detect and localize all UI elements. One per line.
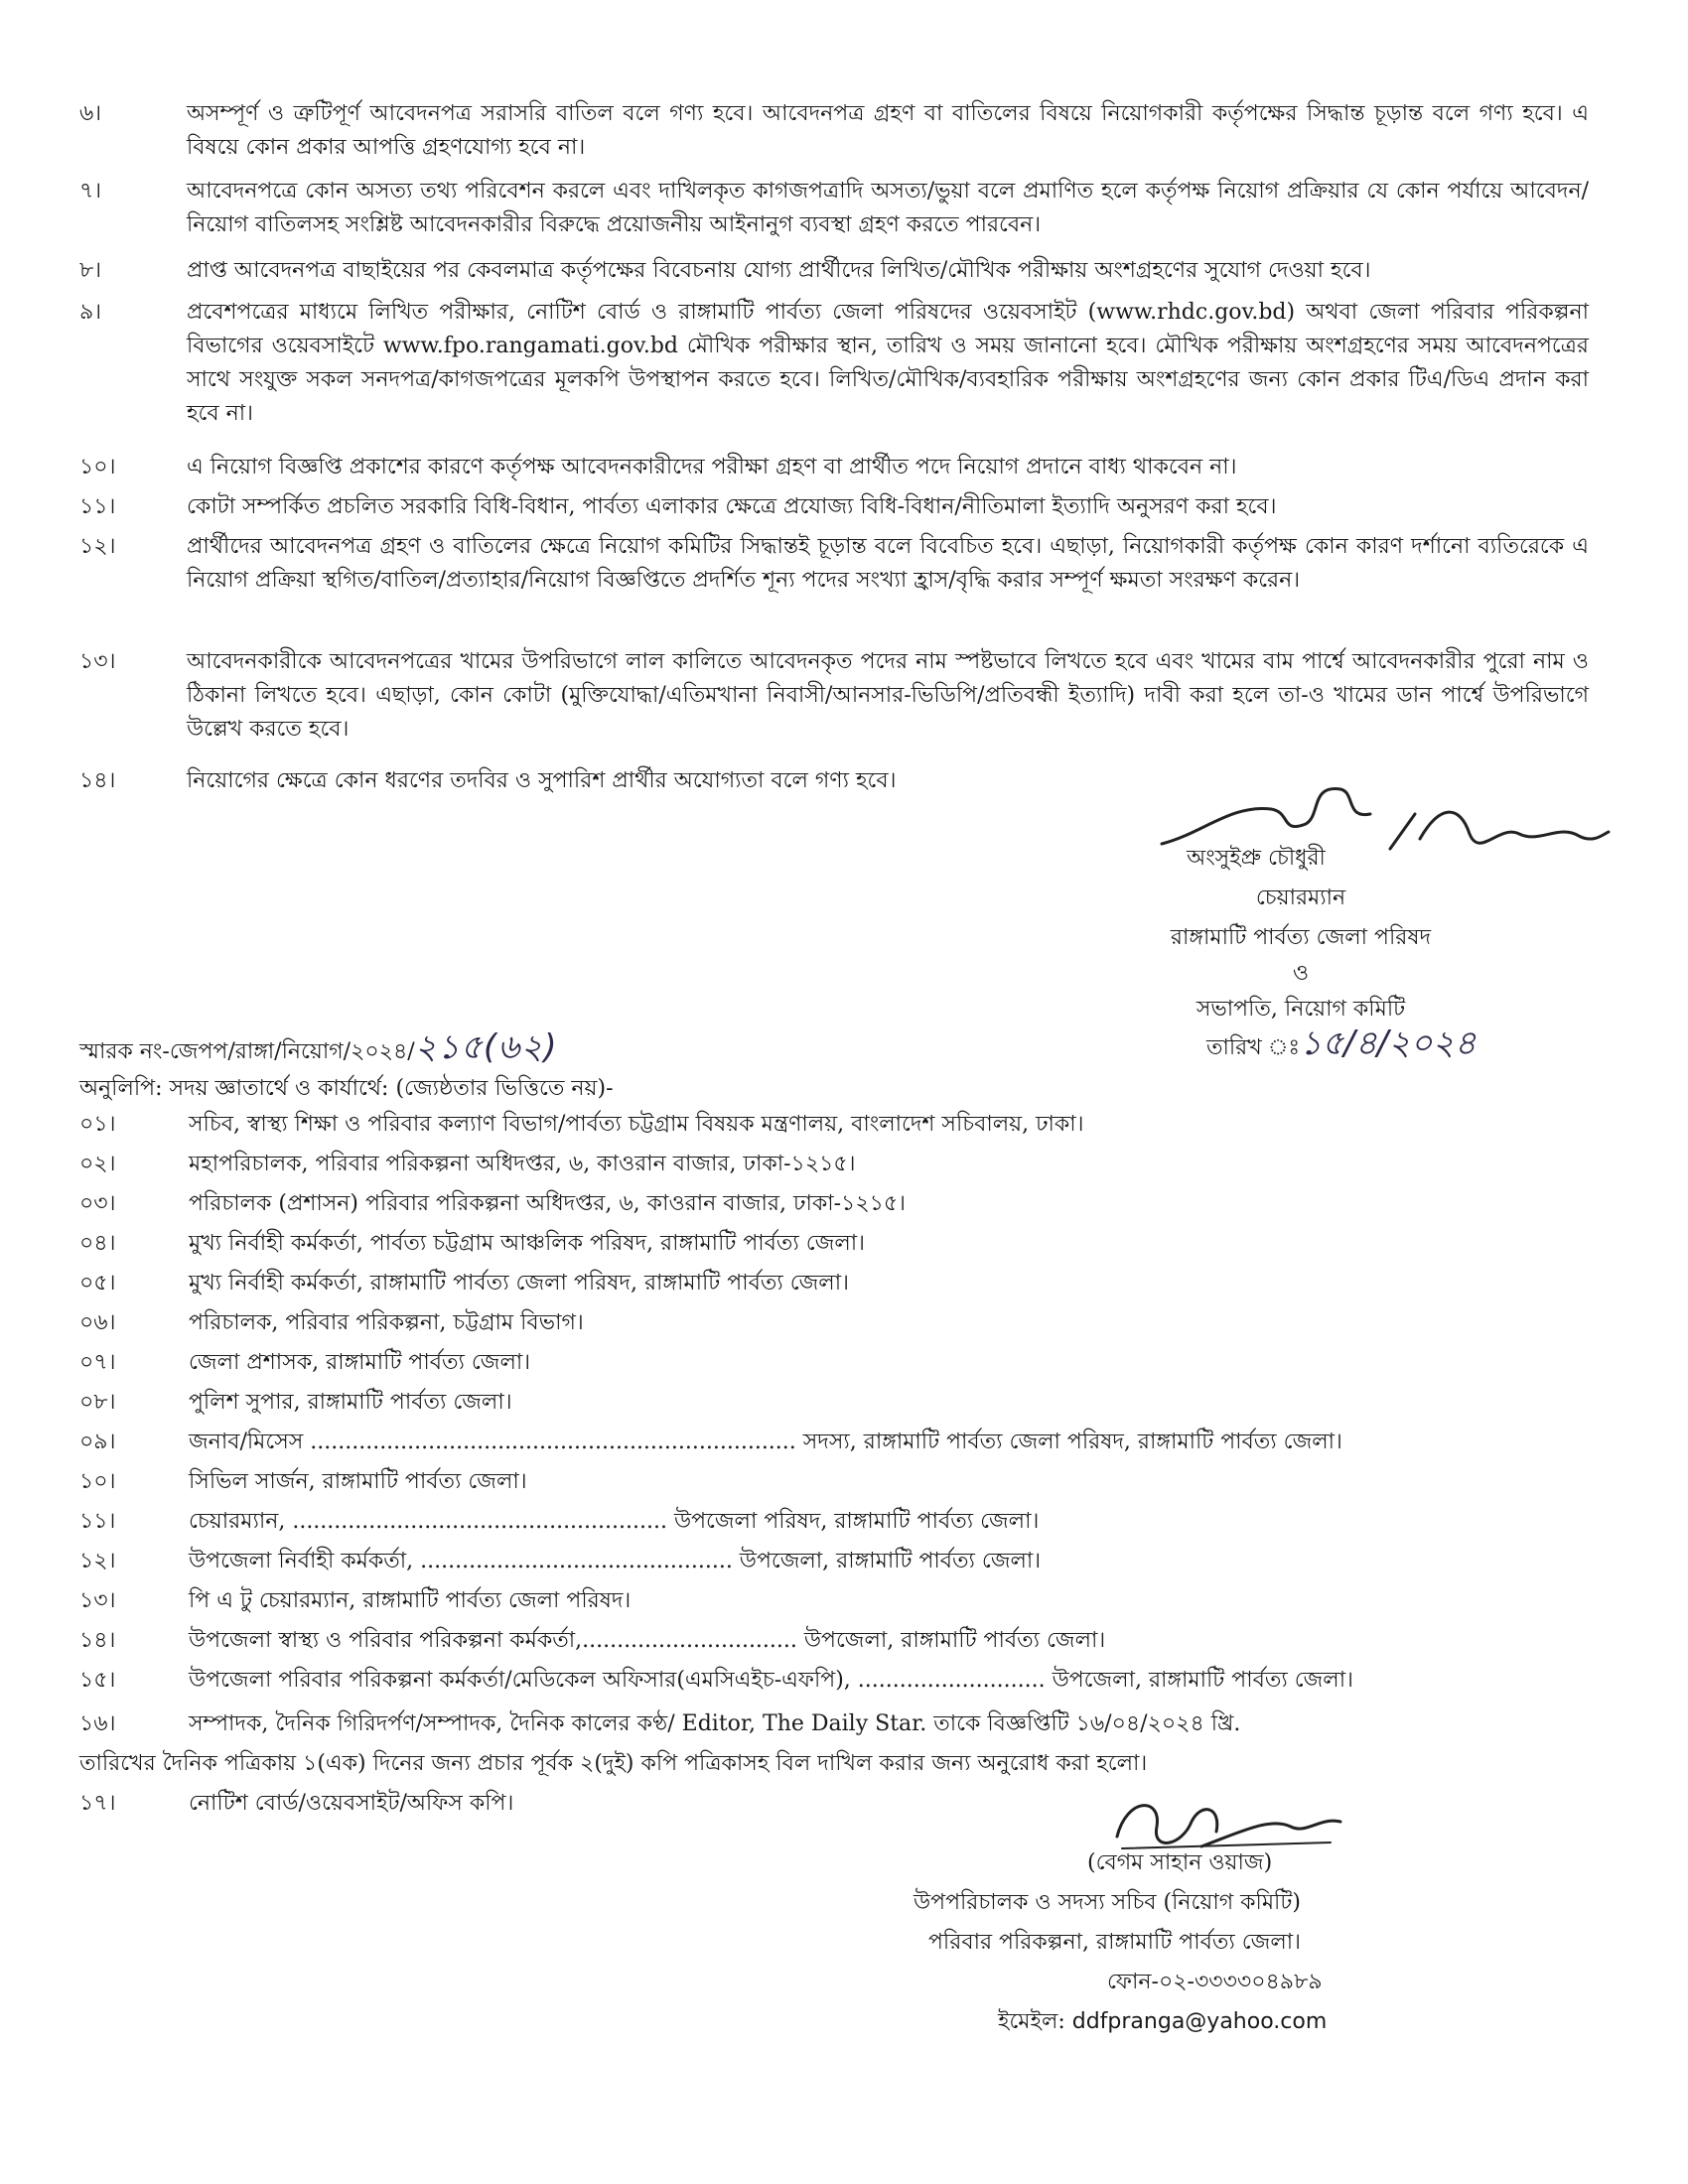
memo-date [1206,1024,1477,1063]
date-handwritten: ১৫/৪/২০২৪ [1300,1024,1477,1063]
condition-text: আবেদনপত্রে কোন অসত্য তথ্য পরিবেশন করলে এবং দাখিলকৃত কাগজপত্রাদি অসত্য/ভুয়া বলে প্রমাণিত হলে কর্তৃপক্ষ নিয়োগ প্রক্রিয়ার যে কোন পর্যায়ে আবেদন/নিয়োগ বাতিলসহ সংশ্লিষ্ট আবেদনকারীর বিরুদ্ধে প্রয়োজনীয় আইনানুগ ব্যবস্থা গ্রহণ করতে পারবেন। [187,179,1589,237]
date-label: তারিখ ঃ [1206,1035,1301,1060]
chairman-role: সভাপতি, নিয়োগ কমিটি [1196,997,1406,1022]
cc-number: ১৪। [79,1628,116,1653]
email-label: ইমেইল: [998,2009,1065,2034]
cc-text: সম্পাদক, দৈনিক গিরিদর্পণ/সম্পাদক, দৈনিক কালের কণ্ঠ/ Editor, The Daily Star. তাকে বিজ্ঞপ্তিটি ১৬/০৪/২০২৪ খ্রি. [189,1711,1241,1736]
condition-text: কোটা সম্পর্কিত প্রচলিত সরকারি বিধি-বিধান, পার্বত্য এলাকার ক্ষেত্রে প্রযোজ্য বিধি-বিধান/নীতিমালা ইত্যাদি অনুসরণ করা হবে। [187,494,1277,519]
cc-text: সচিব, স্বাস্থ্য শিক্ষা ও পরিবার কল্যাণ বিভাগ/পার্বত্য চট্টগ্রাম বিষয়ক মন্ত্রণালয়, বাংলাদেশ সচিবালয়, ঢাকা। [189,1112,1084,1137]
cc-text: জনাব/মিসেস ...................................................................... সদস্য, রাঙ্গামাটি পার্বত্য জেলা পরিষদ, রাঙ্গামাটি পার্বত্য জেলা। [189,1430,1342,1454]
cc-text: জেলা প্রশাসক, রাঙ্গামাটি পার্বত্য জেলা। [189,1350,531,1375]
sender-designation: উপপরিচালক ও সদস্য সচিব (নিয়োগ কমিটি) [914,1890,1301,1915]
condition-text: এ নিয়োগ বিজ্ঞপ্তি প্রকাশের কারণে কর্তৃপক্ষ আবেদনকারীদের পরীক্ষা গ্রহণ বা প্রার্থীত পদে নিয়োগ প্রদানে বাধ্য থাকবেন না। [187,455,1237,479]
condition-number: ৯। [79,300,102,325]
condition-text: আবেদনকারীকে আবেদনপত্রের খামের উপরিভাগে লাল কালিতে আবেদনকৃত পদের নাম স্পষ্টভাবে লিখতে হবে এবং খামের বাম পার্শ্বে আবেদনকারীর পুরো নাম ও ঠিকানা লিখতে হবে। এছাড়া, কোন কোটা (মুক্তিযোদ্ধা/এতিমখানা নিবাসী/আনসার-ভিডিপি/প্রতিবন্ধী ইত্যাদি) দাবী করা হলে তা-ও খামের ডান পার্শ্বে উপরিভাগে উল্লেখ করতে হবে। [187,649,1589,742]
condition-number: ১২। [79,534,116,559]
condition-number: ৭। [79,179,102,204]
cc-number: ০৬। [79,1310,116,1335]
memo-label: স্মারক নং-জেপপ/রাঙ্গা/নিয়োগ/২০২৪/ [79,1039,415,1064]
sender-email-line [998,2007,1327,2037]
condition-number: ১০। [79,455,116,479]
sender-email: ddfpranga@yahoo.com [1071,2009,1328,2034]
cc-text: চেয়ারম্যান, ...................................................... উপজেলা পরিষদ, রাঙ্গামাটি পার্বত্য জেলা। [189,1509,1040,1534]
cc-number: ০১। [79,1112,116,1137]
cc-text: উপজেলা পরিবার পরিকল্পনা কর্মকর্তা/মেডিকেল অফিসার(এমসিএইচ-এফপি), ........................... উপজেলা, রাঙ্গামাটি পার্বত্য জেলা। [189,1668,1353,1693]
cc-number: ০৫। [79,1271,116,1296]
condition-number: ১৩। [79,649,116,674]
chairman-org: রাঙ্গামাটি পার্বত্য জেলা পরিষদ [1170,925,1432,950]
cc-number: ০৯। [79,1430,116,1454]
chairman-name: অংসুইপ্রু চৌধুরী [1187,846,1326,871]
condition-number: ১১। [79,494,116,519]
chairman-and: ও [1292,961,1310,986]
chairman-title: চেয়ারম্যান [1255,886,1346,910]
condition-text: প্রবেশপত্রের মাধ্যমে লিখিত পরীক্ষার, নোটিশ বোর্ড ও রাঙ্গামাটি পার্বত্য জেলা পরিষদের ওয়েবসাইট (www.rhdc.gov.bd) অথবা জেলা পরিবার পরিকল্পনা বিভাগের ওয়েবসাইটে www.fpo.rangamati.gov.bd মৌখিক পরীক্ষার স্থান, তারিখ ও সময় জানানো হবে। মৌখিক পরীক্ষায় অংশগ্রহণের সময় আবেদনপত্রের সাথে সংযুক্ত সকল সনদপত্র/কাগজপত্রের মূলকপি উপস্থাপন করতে হবে। লিখিত/মৌখিক/ব্যবহারিক পরীক্ষায় অংশগ্রহণের জন্য কোন প্রকার টিএ/ডিএ প্রদান করা হবে না। [187,300,1589,426]
cc-text: পি এ টু চেয়ারম্যান, রাঙ্গামাটি পার্বত্য জেলা পরিষদ। [189,1588,632,1613]
cc-number: ১১। [79,1509,116,1534]
sender-office: পরিবার পরিকল্পনা, রাঙ্গামাটি পার্বত্য জেলা। [928,1930,1301,1955]
cc-number: ১০। [79,1469,116,1494]
cc-text: উপজেলা স্বাস্থ্য ও পরিবার পরিকল্পনা কর্মকর্তা,............................... উপজেলা, রাঙ্গামাটি পার্বত্য জেলা। [189,1628,1106,1653]
cc-number: ০৪। [79,1231,116,1256]
cc-number: ০৩। [79,1191,116,1216]
cc-text: পরিচালক, পরিবার পরিকল্পনা, চট্টগ্রাম বিভাগ। [189,1310,584,1335]
cc-text: পরিচালক (প্রশাসন) পরিবার পরিকল্পনা অধিদপ্তর, ৬, কাওরান বাজার, ঢাকা-১২১৫। [189,1191,907,1216]
cc-number: ১৫। [79,1668,116,1693]
cc-text: পুলিশ সুপার, রাঙ্গামাটি পার্বত্য জেলা। [189,1390,512,1415]
condition-number: ৬। [79,101,102,126]
cc-number: ১২। [79,1549,116,1573]
cc-text: মুখ্য নির্বাহী কর্মকর্তা, পার্বত্য চট্টগ্রাম আঞ্চলিক পরিষদ, রাঙ্গামাটি পার্বত্য জেলা। [189,1231,866,1256]
copy-to-heading: অনুলিপি: সদয় জ্ঞাতার্থে ও কার্যার্থে: (জ্যেষ্ঠতার ভিত্তিতে নয়)- [79,1076,614,1101]
condition-number: ১৪। [79,768,116,793]
condition-text: নিয়োগের ক্ষেত্রে কোন ধরণের তদবির ও সুপারিশ প্রার্থীর অযোগ্যতা বলে গণ্য হবে। [187,768,897,793]
cc-text: সিভিল সার্জন, রাঙ্গামাটি পার্বত্য জেলা। [189,1469,527,1494]
cc-continuation: তারিখের দৈনিক পত্রিকায় ১(এক) দিনের জন্য প্রচার পূর্বক ২(দুই) কপি পত্রিকাসহ বিল দাখিল করার জন্য অনুরোধ করা হলো। [79,1751,1148,1776]
cc-number: ০২। [79,1152,116,1176]
cc-number: ১৩। [79,1588,116,1613]
sender-phone: ফোন-০২-৩৩৩৩০৪৯৮৯ [1107,1970,1323,1994]
cc-text: উপজেলা নির্বাহী কর্মকর্তা, ............................................. উপজেলা, রাঙ্গামাটি পার্বত্য জেলা। [189,1549,1042,1573]
cc-number: ১৬। [79,1711,116,1736]
cc-text: মহাপরিচালক, পরিবার পরিকল্পনা অধিদপ্তর, ৬, কাওরান বাজার, ঢাকা-১২১৫। [189,1152,856,1176]
condition-text: অসম্পূর্ণ ও ত্রুটিপূর্ণ আবেদনপত্র সরাসরি বাতিল বলে গণ্য হবে। আবেদনপত্র গ্রহণ বা বাতিলের বিষয়ে নিয়োগকারী কর্তৃপক্ষের সিদ্ধান্ত চূড়ান্ত বলে গণ্য হবে। এ বিষয়ে কোন প্রকার আপত্তি গ্রহণযোগ্য হবে না। [187,101,1589,160]
condition-number: ৮। [79,258,102,283]
memo-number [79,1027,558,1067]
cc-number: ১৭। [79,1791,116,1816]
cc-number: ০৭। [79,1350,116,1375]
sender-name: (বেগম সাহান ওয়াজ) [1087,1850,1273,1875]
cc-text: নোটিশ বোর্ড/ওয়েবসাইট/অফিস কপি। [189,1791,514,1816]
condition-text: প্রার্থীদের আবেদনপত্র গ্রহণ ও বাতিলের ক্ষেত্রে নিয়োগ কমিটির সিদ্ধান্তই চূড়ান্ত বলে বিবেচিত হবে। এছাড়া, নিয়োগকারী কর্তৃপক্ষ কোন কারণ দর্শানো ব্যতিরেকে এ নিয়োগ প্রক্রিয়া স্থগিত/বাতিল/প্রত্যাহার/নিয়োগ বিজ্ঞপ্তিতে প্রদর্শিত শূন্য পদের সংখ্যা হ্রাস/বৃদ্ধি করার সম্পূর্ণ ক্ষমতা সংরক্ষণ করেন। [187,534,1589,593]
cc-text: মুখ্য নির্বাহী কর্মকর্তা, রাঙ্গামাটি পার্বত্য জেলা পরিষদ, রাঙ্গামাটি পার্বত্য জেলা। [189,1271,849,1296]
cc-number: ০৮। [79,1390,116,1415]
condition-text: প্রাপ্ত আবেদনপত্র বাছাইয়ের পর কেবলমাত্র কর্তৃপক্ষের বিবেচনায় যোগ্য প্রার্থীদের লিখিত/মৌখিক পরীক্ষায় অংশগ্রহণের সুযোগ দেওয়া হবে। [187,258,1371,283]
memo-handwritten: ২১৫(৬২) [414,1027,558,1067]
